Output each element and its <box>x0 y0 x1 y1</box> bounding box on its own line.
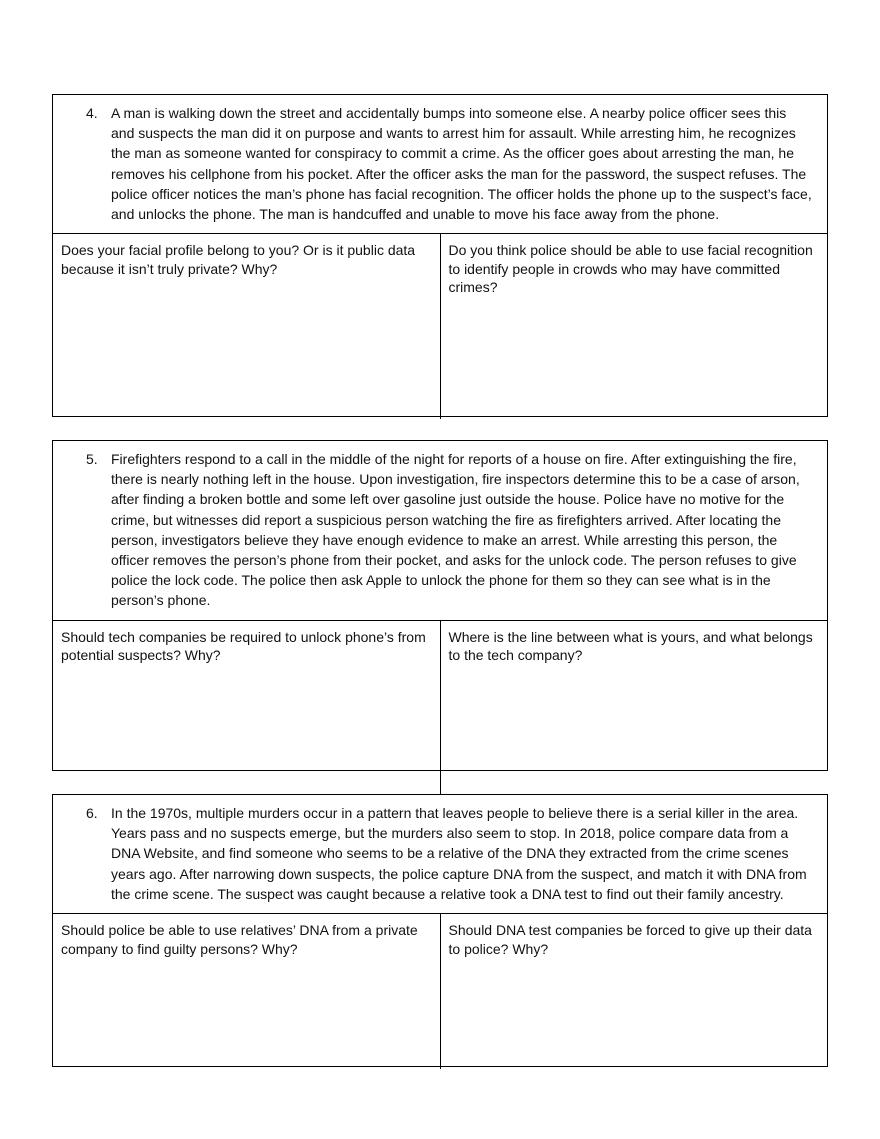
question-row <box>53 234 827 419</box>
scenario-number: 4. <box>86 105 98 121</box>
scenario-text: In the 1970s, multiple murders occur in a pattern that leaves people to believe there is a serial killer in the area. Years pass and no suspects emerge, but the murders also seem to stop. In 2018, police compare data from a DNA Website, and find someone who seems to be a relative of the DNA they extracted from the crime scenes years ago. After narrowing down suspects, the police capture DNA from the suspect, and match it with DNA from the crime scene. The suspect was caught because a relative took a DNA test to find out their family ancestry. <box>111 805 807 902</box>
scenario-text-box <box>53 441 827 621</box>
scenario-text: Firefighters respond to a call in the middle of the night for reports of a house on fire. After extinguishing the fire, there is nearly nothing left in the house. Upon investigation, fire inspectors determine this to be a case of arson, after finding a broken bottle and some left over gasoline just outside the house. Police have no motive for the crime, but witnesses did report a suspicious person watching the fire as firefighters arrived. After locating the person, investigators believe they have enough evidence to make an arrest. While arresting this person, the officer removes the person’s phone from their pocket, and asks for the unlock code. The person refuses to give police the lock code. The police then ask Apple to unlock the phone for them so they can see what is in the person’s phone. <box>111 451 800 609</box>
question-row <box>53 621 827 794</box>
scenario-text: A man is walking down the street and accidentally bumps into someone else. A nearby police officer sees this and suspects the man did it on purpose and wants to arrest him for assault. While arresting him, he recognizes the man as someone wanted for conspiracy to commit a crime. As the officer goes about arresting the man, he removes his cellphone from his pocket. After the officer asks the man for the password, the suspect refuses. The police officer notices the man’s phone has facial recognition. The officer holds the phone up to the suspect’s face, and unlocks the phone. The man is handcuffed and unable to move his face away from the phone. <box>111 105 812 223</box>
question-cell-left[interactable]: Should police be able to use relatives’ DNA from a private company to find guilty persons? Why? <box>61 922 418 957</box>
question-cell-right[interactable]: Where is the line between what is yours, and what belongs to the tech company? <box>440 621 828 794</box>
question-cell-right[interactable]: Should DNA test companies be forced to give up their data to police? Why? <box>440 914 828 1069</box>
scenario-text-box <box>53 795 827 914</box>
scenario-block-6 <box>52 794 828 1067</box>
scenario-block-5 <box>52 440 828 771</box>
scenario-number: 5. <box>86 451 98 467</box>
question-cell-right[interactable]: Do you think police should be able to use facial recognition to identify people in crowds who may have committed crimes? <box>440 234 828 419</box>
scenario-text-box <box>53 95 827 234</box>
scenario-block-4 <box>52 94 828 417</box>
scenario-number: 6. <box>86 805 98 821</box>
question-row <box>53 914 827 1069</box>
question-cell-left[interactable]: Does your facial profile belong to you? Or is it public data because it isn’t truly private? Why? <box>61 242 416 277</box>
question-cell-left[interactable]: Should tech companies be required to unlock phone’s from potential suspects? Why? <box>61 628 426 664</box>
